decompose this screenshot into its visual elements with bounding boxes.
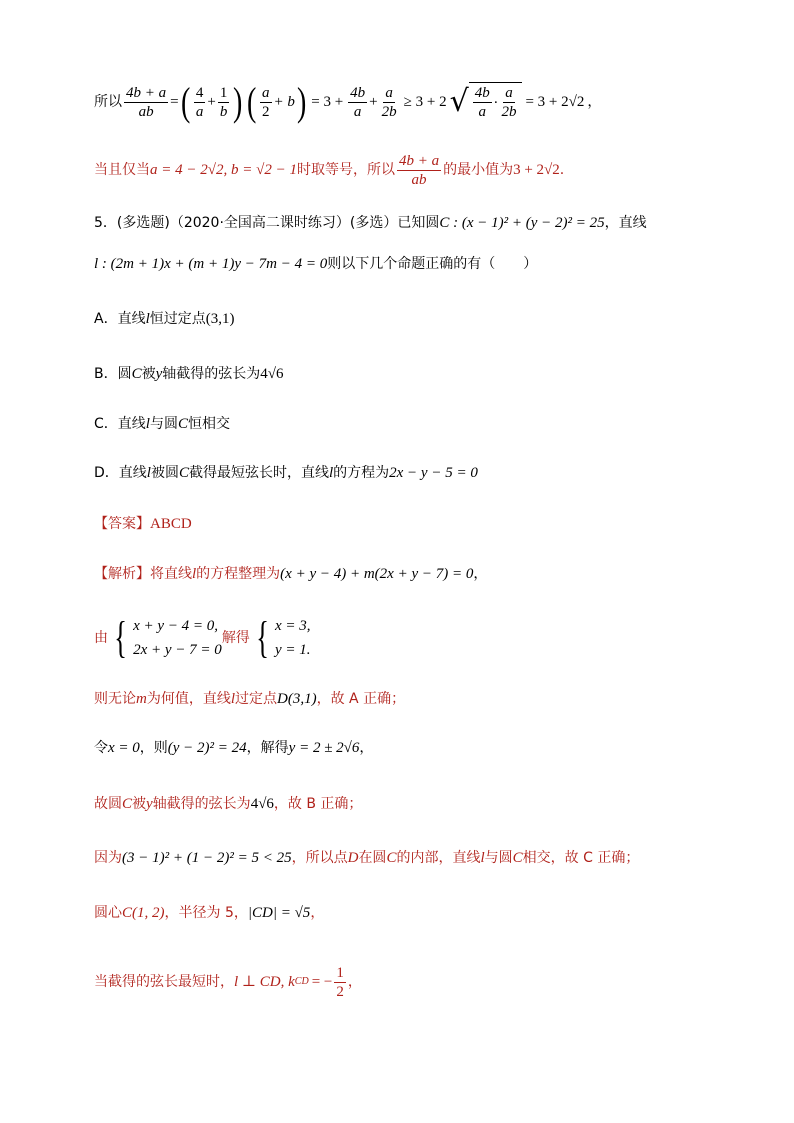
- fraction: $\frac{4}{a}$: [195, 84, 204, 120]
- text: 的最小值为: [443, 162, 514, 178]
- math: a = 4 − 2√2, b = √2 − 1: [150, 162, 297, 178]
- math: = 3 +: [311, 94, 344, 110]
- brace: {: [114, 613, 127, 662]
- equation-solution: x = 3, y = 1.: [274, 618, 311, 658]
- analysis-line-8: 当截得的弦长最短时， l ⊥ CD, k CD = − $\frac{1}{2}$ ，: [94, 964, 362, 1000]
- text: 5．(多选题)（2020·全国高二课时练习）(多选）已知圆: [94, 215, 440, 231]
- option-c: C．直线 l 与圆 C 恒相交: [94, 416, 230, 432]
- fraction: $\frac{1}{b}$: [219, 84, 228, 120]
- analysis-line-4: 令 x = 0 ，则 (y − 2)² = 24 ，解得 y = 2 ± 2√6 ，: [94, 740, 374, 756]
- text: 时取等号，所以: [296, 162, 395, 178]
- text: 所以: [94, 94, 122, 110]
- fraction: $\frac{4b + a}{ab}$: [126, 84, 167, 120]
- fraction: $\frac{a}{2}$: [262, 84, 270, 120]
- text: 则以下几个命题正确的有（ ）: [327, 256, 538, 272]
- paren: (: [246, 79, 257, 124]
- option-a: A．直线 l 恒过定点 (3,1): [94, 311, 235, 327]
- option-d: D．直线 l 被圆 C 截得最短弦长时，直线 l 的方程为 2x − y − 5 = 0: [94, 465, 478, 481]
- paren: ): [233, 79, 243, 124]
- derivation-line-1: [94, 78, 754, 126]
- math: l : (2m + 1)x + (m + 1)y − 7m − 4 = 0: [94, 256, 328, 272]
- plus: +: [369, 94, 378, 110]
- paren: (: [180, 79, 190, 124]
- fraction: $\frac{a}{2b}$: [381, 84, 397, 120]
- option-b: B．圆 C 被 y 轴截得的弦长为 4√6: [94, 366, 284, 382]
- plus: +: [207, 94, 216, 110]
- subscript: CD: [294, 976, 309, 987]
- answer-value: ABCD: [150, 516, 192, 532]
- math: l ⊥ CD, k: [234, 974, 295, 990]
- answer-label: 【答案】: [94, 516, 150, 532]
- derivation-line-2: [94, 148, 754, 192]
- fraction: $\frac{1}{2}$: [336, 964, 344, 1000]
- equals: =: [170, 94, 179, 110]
- text: .: [559, 162, 565, 178]
- brace: {: [256, 613, 269, 662]
- text: ，直线: [604, 215, 647, 231]
- math: C : (x − 1)² + (y − 2)² = 25: [439, 215, 605, 231]
- analysis-line-1: 【解析】 将直线 l 的方程整理为 (x + y − 4) + m(2x + y − 7) = 0 ，: [94, 566, 488, 582]
- fraction: $\frac{4b + a}{ab}$: [398, 152, 440, 188]
- analysis-line-7: 圆心 C(1, 2) ，半径为 5， |CD| = √5 ，: [94, 905, 325, 921]
- text: ，: [587, 94, 602, 110]
- analysis-line-2: 由 { x + y − 4 = 0, 2x + y − 7 = 0 解得 { x = 3, y = 1.: [94, 613, 311, 662]
- equation-system: x + y − 4 = 0, 2x + y − 7 = 0: [133, 618, 222, 658]
- analysis-line-3: 则无论 m 为何值，直线 l 过定点 D(3,1) ，故 A 正确；: [94, 691, 406, 707]
- analysis-line-5: 故圆 C 被 y 轴截得的弦长为 4√6 ，故 B 正确；: [94, 796, 363, 812]
- math: = −: [311, 974, 333, 990]
- fraction: $\frac{4b}{a}$: [350, 84, 366, 120]
- math: 3 + 2√2: [513, 162, 560, 178]
- paren: ): [296, 79, 307, 124]
- text: 当且仅当: [94, 162, 150, 178]
- question-5-line-2: [94, 254, 754, 274]
- question-5-line-1: [94, 213, 754, 233]
- analysis-line-6: 因为 (3 − 1)² + (1 − 2)² = 5 < 25 ，所以点 D 在圆 C 的内部，直线 l 与圆 C 相交，故 C 正确；: [94, 850, 640, 866]
- math: ≥ 3 + 2: [403, 94, 447, 110]
- answer-line: [94, 514, 754, 534]
- analysis-label: 【解析】: [94, 566, 150, 582]
- math: + b: [273, 94, 295, 110]
- square-root: √ $\frac{4b}{a}$ · $\frac{a}{2b}$: [450, 82, 523, 122]
- math: = 3 + 2√2: [525, 94, 585, 110]
